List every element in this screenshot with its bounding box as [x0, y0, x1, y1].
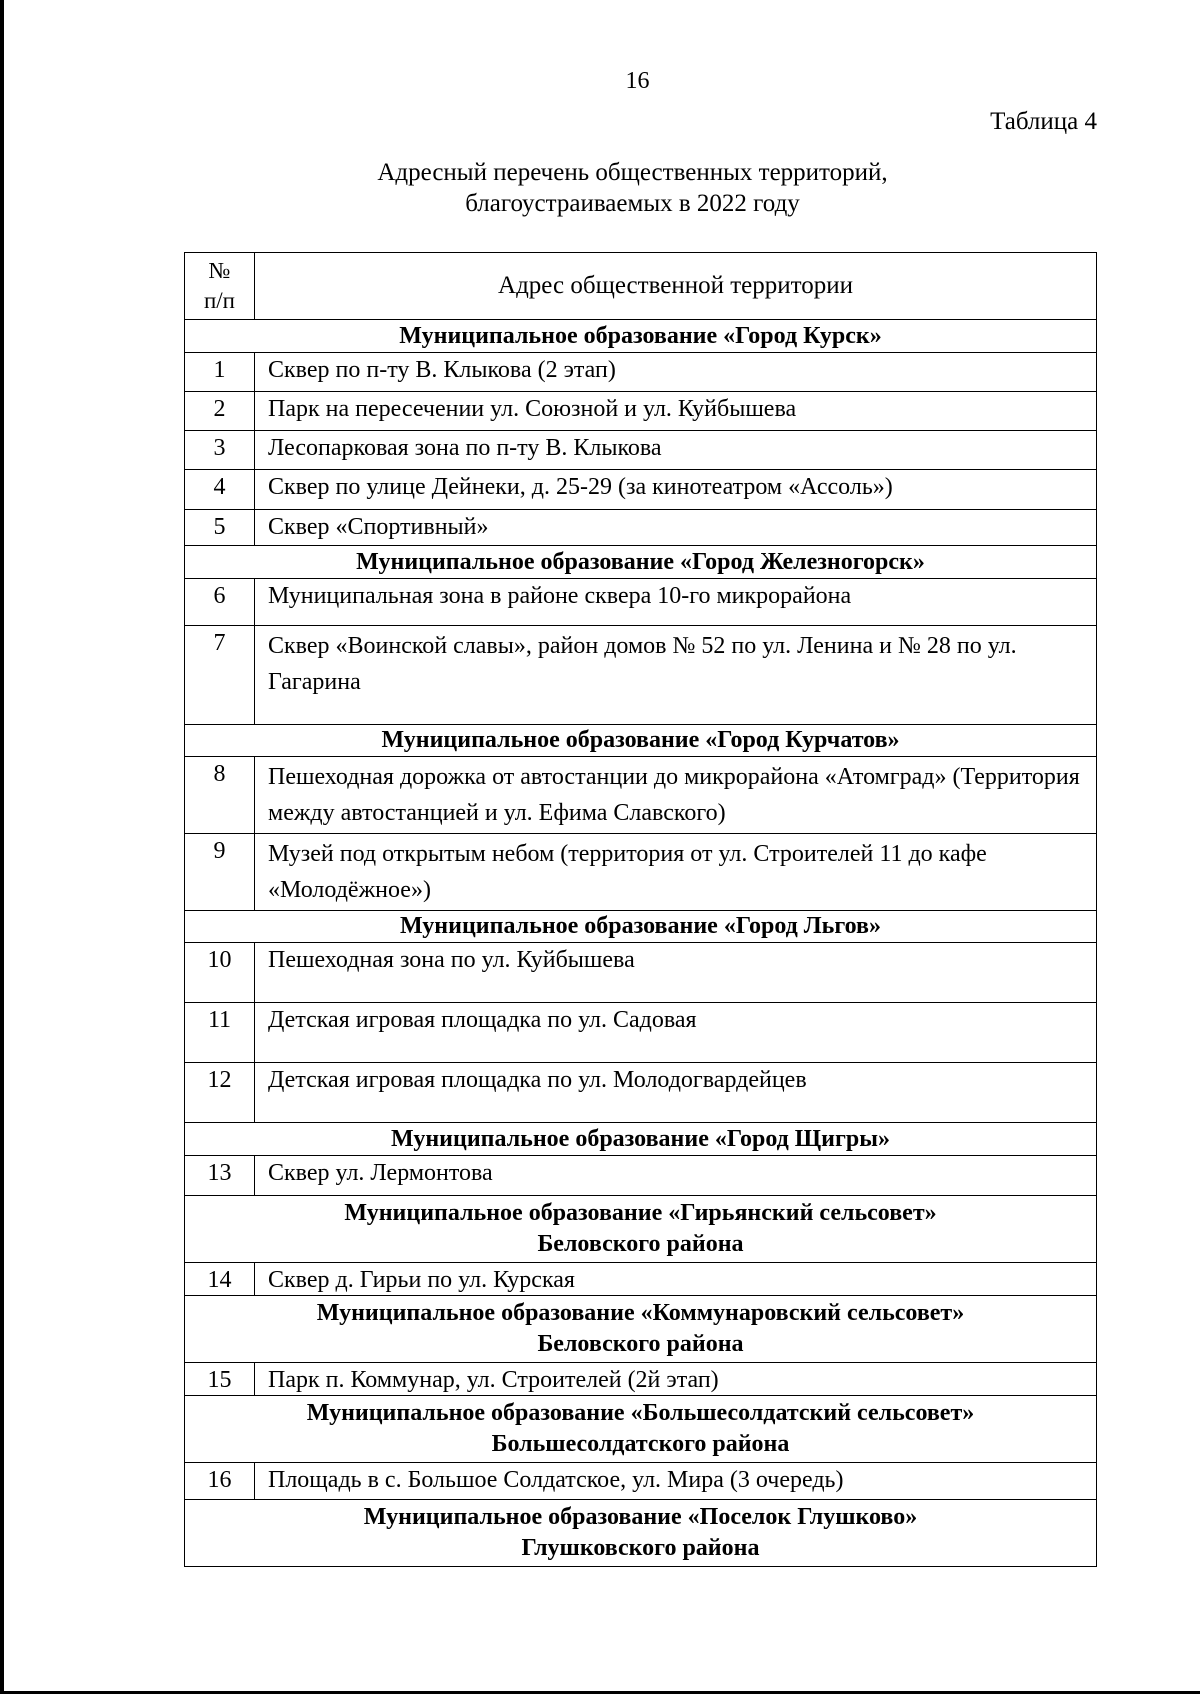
row-address: Музей под открытым небом (территория от ул. Строителей 11 до кафе «Молодёжное») — [255, 834, 1097, 911]
row-address: Пешеходная зона по ул. Куйбышева — [255, 943, 1097, 1003]
row-number: 8 — [185, 757, 255, 834]
row-number: 9 — [185, 834, 255, 911]
row-number: 16 — [185, 1463, 255, 1500]
table-row — [185, 1063, 1097, 1123]
group-zheleznogorsk: Муниципальное образование «Город Железногорск» — [185, 546, 1097, 579]
group-row — [185, 1396, 1097, 1463]
row-address: Сквер «Воинской славы», район домов № 52 по ул. Ленина и № 28 по ул. Гагарина — [255, 626, 1097, 725]
group-row — [185, 1123, 1097, 1156]
row-number: 15 — [185, 1363, 255, 1396]
title-line-1: Адресный перечень общественных территорий, — [377, 159, 888, 186]
group-kommunarovsky — [185, 1296, 1097, 1363]
row-address: Сквер ул. Лермонтова — [255, 1156, 1097, 1196]
row-number: 10 — [185, 943, 255, 1003]
group-row — [185, 911, 1097, 943]
group-row — [185, 725, 1097, 757]
row-address: Сквер д. Гирьи по ул. Курская — [255, 1263, 1097, 1296]
table-row — [185, 943, 1097, 1003]
table-row — [185, 1003, 1097, 1063]
group-glushkovo-line-1: Муниципальное образование «Поселок Глушково» — [363, 1504, 918, 1530]
group-giryansky — [185, 1196, 1097, 1263]
title-line-2: благоустраиваемых в 2022 году — [465, 190, 800, 217]
row-address: Детская игровая площадка по ул. Молодогвардейцев — [255, 1063, 1097, 1123]
row-address: Сквер по улице Дейнеки, д. 25-29 (за кинотеатром «Ассоль») — [255, 470, 1097, 510]
row-number: 4 — [185, 470, 255, 510]
group-shchigry: Муниципальное образование «Город Щигры» — [185, 1123, 1097, 1156]
group-bolshesoldatsky-line-1: Муниципальное образование «Большесолдатский сельсовет» — [306, 1400, 975, 1426]
row-number: 11 — [185, 1003, 255, 1063]
group-row — [185, 1296, 1097, 1363]
row-number: 13 — [185, 1156, 255, 1196]
header-number-line-1: № — [208, 258, 231, 283]
group-bolshesoldatsky — [185, 1396, 1097, 1463]
table-row — [185, 1463, 1097, 1500]
row-address: Сквер по п-ту В. Клыкова (2 этап) — [255, 353, 1097, 392]
table-row — [185, 1363, 1097, 1396]
row-address: Детская игровая площадка по ул. Садовая — [255, 1003, 1097, 1063]
table-row — [185, 353, 1097, 392]
table-row — [185, 510, 1097, 546]
group-giryansky-line-2: Беловского района — [537, 1231, 744, 1257]
table-row — [185, 626, 1097, 725]
row-address: Парк на пересечении ул. Союзной и ул. Куйбышева — [255, 392, 1097, 431]
table-row — [185, 834, 1097, 911]
group-row — [185, 320, 1097, 353]
table-row — [185, 431, 1097, 470]
row-address: Лесопарковая зона по п-ту В. Клыкова — [255, 431, 1097, 470]
row-address: Пешеходная дорожка от автостанции до микрорайона «Атомград» (Территория между автостанцией и ул. Ефима Славского) — [255, 757, 1097, 834]
group-giryansky-line-1: Муниципальное образование «Гирьянский сельсовет» — [344, 1200, 937, 1226]
territories-table — [184, 252, 1097, 1567]
header-address: Адрес общественной территории — [255, 253, 1097, 320]
scan-edge-left — [0, 0, 4, 1694]
group-glushkovo — [185, 1500, 1097, 1567]
row-number: 14 — [185, 1263, 255, 1296]
row-number: 12 — [185, 1063, 255, 1123]
row-number: 7 — [185, 626, 255, 725]
table-row — [185, 392, 1097, 431]
table-label: Таблица 4 — [990, 108, 1097, 135]
group-kurchatov: Муниципальное образование «Город Курчатов» — [185, 725, 1097, 757]
page-number: 16 — [625, 68, 650, 94]
group-row — [185, 1196, 1097, 1263]
group-kommunarovsky-line-1: Муниципальное образование «Коммунаровский сельсовет» — [316, 1300, 965, 1326]
table-row — [185, 1263, 1097, 1296]
row-number: 3 — [185, 431, 255, 470]
row-number: 1 — [185, 353, 255, 392]
document-title — [0, 157, 1200, 219]
row-address: Парк п. Коммунар, ул. Строителей (2й этап) — [255, 1363, 1097, 1396]
group-row — [185, 546, 1097, 579]
group-lgov: Муниципальное образование «Город Льгов» — [185, 911, 1097, 943]
table-row — [185, 470, 1097, 510]
group-kommunarovsky-line-2: Беловского района — [537, 1331, 744, 1357]
group-kursk: Муниципальное образование «Город Курск» — [185, 320, 1097, 353]
group-bolshesoldatsky-line-2: Большесолдатского района — [491, 1431, 790, 1457]
table-row — [185, 757, 1097, 834]
row-address: Муниципальная зона в районе сквера 10-го микрорайона — [255, 579, 1097, 626]
table-row — [185, 1156, 1097, 1196]
header-number — [185, 253, 255, 320]
row-address: Площадь в с. Большое Солдатское, ул. Мира (3 очередь) — [255, 1463, 1097, 1500]
table-header-row — [185, 253, 1097, 320]
row-number: 6 — [185, 579, 255, 626]
row-number: 5 — [185, 510, 255, 546]
header-number-line-2: п/п — [203, 288, 235, 313]
row-number: 2 — [185, 392, 255, 431]
row-address: Сквер «Спортивный» — [255, 510, 1097, 546]
group-glushkovo-line-2: Глушковского района — [521, 1535, 760, 1561]
group-row — [185, 1500, 1097, 1567]
table-row — [185, 579, 1097, 626]
